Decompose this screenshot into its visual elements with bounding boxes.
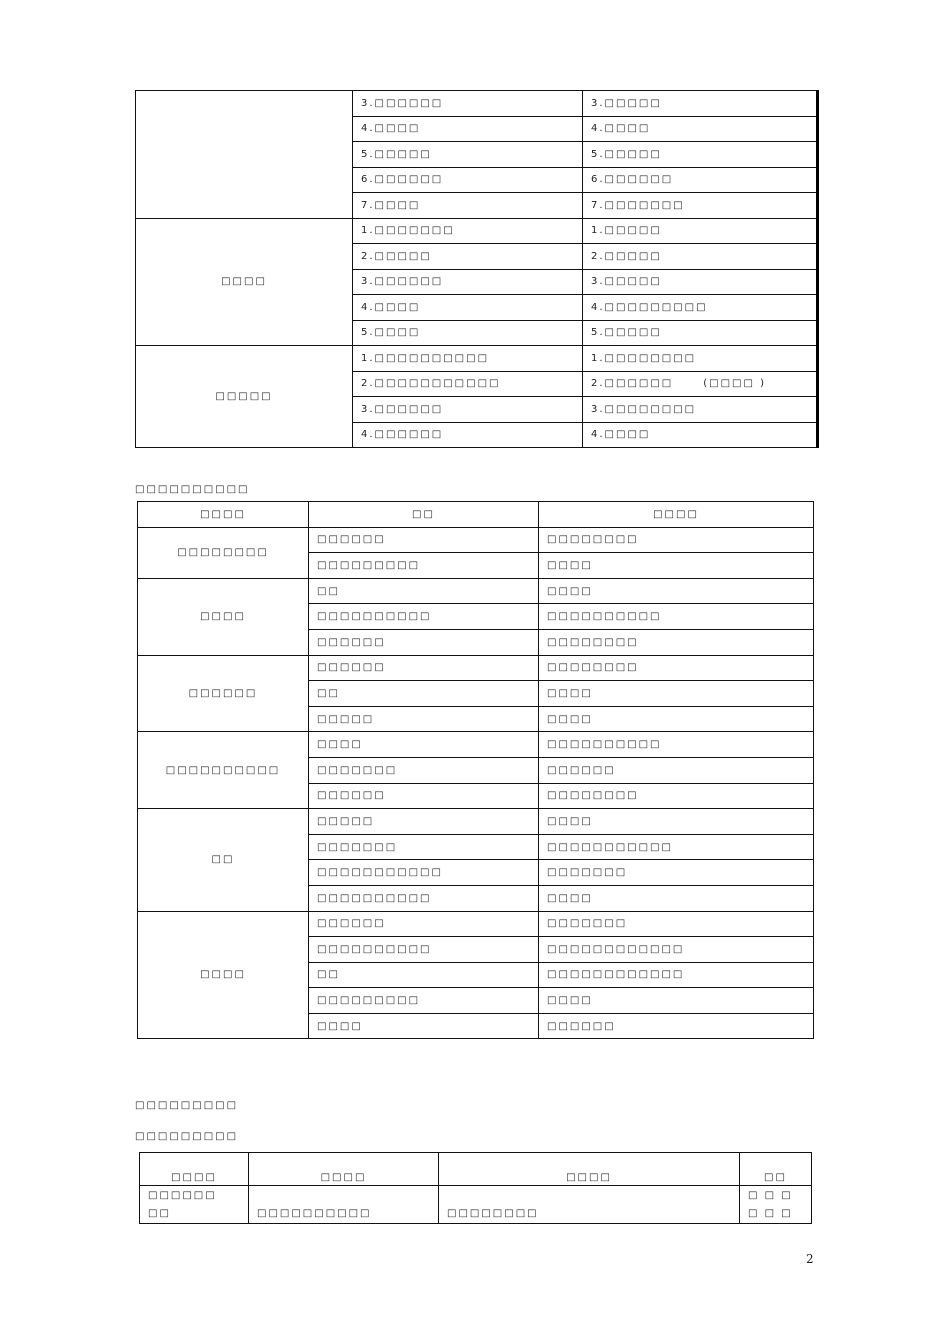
cell-text: 6.□□□□□□ [591,174,674,186]
cell [583,91,818,117]
cell: □□□□□□□□ [539,527,814,553]
cell [740,1186,812,1224]
cell: □□□□□□□□□□ [309,885,539,911]
table-top [135,90,819,448]
cell-text: 5.□□□□□ [591,148,662,160]
table-header-row [138,502,814,528]
cell: □□ [309,681,539,707]
cell: □□□□□□ [309,629,539,655]
cell: 7.□□□□ [353,193,583,219]
cell-text: 3.□□□□□ [591,97,662,109]
cell: □□□□□□□□□□□ [309,860,539,886]
cell: □□□□ [539,988,814,1014]
cell: □□□□□□□□□□ [309,604,539,630]
group-cell [136,91,353,219]
table-row [138,809,814,835]
header-cell: □□□□ [138,502,309,528]
cell: □□□□□ [309,706,539,732]
cell: □□□□□□□ [539,860,814,886]
cell [583,142,818,168]
cell [583,320,818,346]
table-middle [137,501,814,1039]
group-cell: □□□□□ [136,346,353,448]
cell: □□□□ [539,578,814,604]
cell: □□□□□□ [309,527,539,553]
cell: □□□□□□□□□□ [309,937,539,963]
header-cell: □□ [309,502,539,528]
cell: □□ [309,578,539,604]
table-row [138,578,814,604]
cell [583,116,818,142]
cell: □□□□ [539,885,814,911]
cell-line: □□□□□□ [148,1189,217,1201]
cell: □□□□ [309,732,539,758]
cell: 5.□□□□ [353,320,583,346]
cell [583,422,818,448]
cell: 1.□□□□□□□□□□ [353,346,583,372]
page-number: 2 [806,1252,814,1266]
cell-line: □ □ □ [748,1189,793,1201]
cell-text: 1.□□□□□□□□ [591,352,697,364]
group-cell: □□ [138,809,309,911]
cell: □□□□□□□□□ [309,988,539,1014]
cell [583,371,818,397]
cell: □□□□□□ [309,911,539,937]
header-cell: □□□□ [539,502,814,528]
cell: □□□□□□□□□□ [249,1186,439,1224]
cell-text: 3.□□□□□ [591,276,662,288]
cell: □□□□ [539,809,814,835]
cell: □□□□ [539,706,814,732]
cell-text: 2.□□□□□□ [591,378,674,390]
table-bottom-header [140,1153,812,1186]
cell: □□□□□□□ [309,834,539,860]
cell [583,269,818,295]
cell: □□□□□□ [539,757,814,783]
table-row [136,91,818,117]
cell-text: 4.□□□□□□□□□ [591,301,708,313]
cell-text: 2.□□□□□ [591,250,662,262]
cell [583,397,818,423]
cell: □□□□□□ [539,1013,814,1039]
cell: □□□□□□□□□□□ [539,834,814,860]
cell: □□□□□□ [309,655,539,681]
cell: □□□□□□ [309,783,539,809]
cell [583,346,818,372]
cell-line: □ □ □ [748,1207,793,1219]
table-top-body [136,91,818,448]
cell [583,167,818,193]
header-cell: □□□□ [439,1153,740,1186]
cell: 2.□□□□□ [353,244,583,270]
cell-text: 5.□□□□□ [591,327,662,339]
cell: 2.□□□□□□□□□□□ [353,371,583,397]
cell: 6.□□□□□□ [353,167,583,193]
group-cell: □□□□ [138,578,309,655]
table-middle-body [138,502,814,1039]
caption-table3: □□□□□□□□□ [135,1131,239,1142]
header-cell: □□ [740,1153,812,1186]
cell-line: □□ [148,1207,171,1219]
cell: □□ [309,962,539,988]
cell: □□□□□□□□□□□□ [539,937,814,963]
table-row [140,1186,812,1224]
cell: □□□□□□□□ [539,783,814,809]
cell [583,193,818,219]
cell-text: 7.□□□□□□□ [591,199,685,211]
cell: □□□□□□□□□□ [539,604,814,630]
caption-section: □□□□□□□□□ [135,1100,239,1111]
group-cell: □□□□□□□□□□ [138,732,309,809]
cell-text: 1.□□□□□ [591,225,662,237]
cell-text: 4.□□□□ [591,123,651,135]
cell: 5.□□□□□ [353,142,583,168]
cell [583,295,818,321]
caption-table2: □□□□□□□□□□ [135,484,250,495]
cell: 3.□□□□□□ [353,269,583,295]
header-cell: □□□□ [249,1153,439,1186]
cell: 4.□□□□ [353,295,583,321]
table-row [136,346,818,372]
cell: 3.□□□□□□ [353,91,583,117]
cell: □□□□□□□□□□□□ [539,962,814,988]
cell [583,244,818,270]
cell [140,1186,249,1224]
cell: 3.□□□□□□ [353,397,583,423]
cell: 1.□□□□□□□ [353,218,583,244]
cell: □□□□□□□□ [539,629,814,655]
header-cell: □□□□ [140,1153,249,1186]
cell: □□□□□ [309,809,539,835]
table-row [136,218,818,244]
cell: □□□□□□□□ [539,655,814,681]
cell-text: 4.□□□□ [591,429,651,441]
cell: 4.□□□□□□ [353,422,583,448]
group-cell: □□□□□□ [138,655,309,732]
cell: □□□□□□□□ [439,1186,740,1224]
cell: □□□□□□□□□□ [539,732,814,758]
cell-text: 3.□□□□□□□□ [591,403,697,415]
table-row [138,655,814,681]
cell: □□□□□□□□□ [309,553,539,579]
group-cell: □□□□□□□□ [138,527,309,578]
cell [583,218,818,244]
cell: □□□□□□□ [309,757,539,783]
cell: □□□□ [539,681,814,707]
cell: □□□□□□□ [539,911,814,937]
table-row [138,911,814,937]
group-cell: □□□□ [138,911,309,1039]
cell: □□□□ [539,553,814,579]
cell-note: (□□□□ ) [703,378,767,390]
cell: □□□□ [309,1013,539,1039]
table-row [138,732,814,758]
group-cell: □□□□ [136,218,353,346]
table-row [138,527,814,553]
table-bottom [139,1152,812,1224]
cell: 4.□□□□ [353,116,583,142]
